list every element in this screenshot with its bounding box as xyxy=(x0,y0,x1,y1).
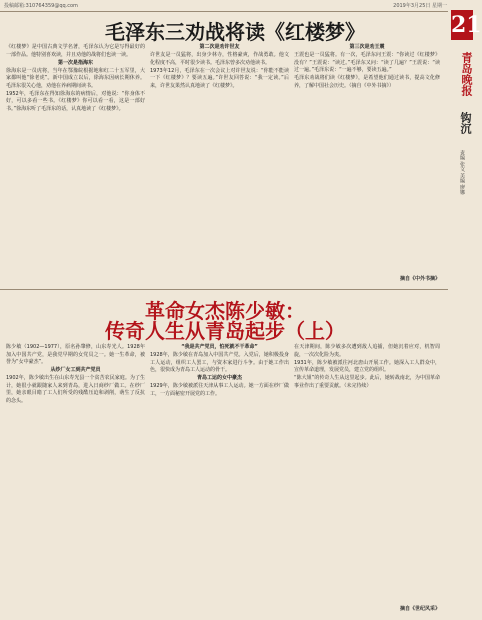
article1-title: 毛泽东三劝战将读《红楼梦》 xyxy=(105,20,365,44)
a2-c2-p2: 1929年，陈少敏被派往天津从事工人运动。她一方面在纱厂做工，一方面秘密开展党的工作。 xyxy=(150,383,289,397)
article2-title-line1: 革命女杰陈少敏： xyxy=(145,299,305,323)
a2-c3-p2: 1931年，陈少敏被派往河北唐山开展工作。她深入工人群众中，宣传革命道理，发展党员，建立党的组织。 xyxy=(294,359,440,373)
a2-c3-p3: “陈大姐”的传奇人生从这里起步。此后，她转战南北，为中国革命事业作出了重要贡献。（未完待续） xyxy=(294,375,440,389)
a1-sub2: 第二次是劝许世友 xyxy=(199,44,240,50)
a1-c1-p3: 1952年，毛泽东在得知徐海东的病情后，对他说：“你身体不好，可以多看一些书。《红楼梦》你可以看一看，这是一部好书。”徐海东听了毛泽东的话，认真地读了《红楼梦》。 xyxy=(6,90,145,112)
article2-col1 xyxy=(6,344,145,614)
a2-sub2: “我是共产党员，怕死就不干革命” xyxy=(181,344,258,350)
a1-sub1: 第一次是指海东 xyxy=(57,59,93,66)
article2-title-line2: 传奇人生从青岛起步（上） xyxy=(105,319,345,343)
mid-rule xyxy=(0,289,448,290)
page-number: 21 xyxy=(451,12,482,38)
a1-sub3: 第三次是劝王震 xyxy=(349,44,385,50)
page-header xyxy=(0,0,475,10)
article2-source: 摘自《世纪风采》 xyxy=(399,606,440,612)
a2-c1-p2: 1902年，陈少敏出生在山东寿光县一个贫苦农民家庭。为了生计，她很小就跟随家人来到青岛，进入日商纱厂做工。在纱厂里，她亲眼目睹了工人们所受的残酷压迫和剥削，萌生了反抗的念头。 xyxy=(6,375,145,404)
a2-sub1: 从纱厂女工到共产党员 xyxy=(50,367,101,373)
a1-c2-p2: 1973年12月，毛泽东在一次会议上对许世友说：“你能不能读一下《红楼梦》？要读五遍。”许世友回答说：“我一定读。”后来，许世友果然认真地读了《红楼梦》。 xyxy=(150,67,289,89)
a1-c3-p1: 王震也是一员猛将。有一次，毛泽东问王震：“你读过《红楼梦》没有？”王震说：“读过。”毛泽东又问：“读了几遍？”王震说：“读过一遍。”毛泽东说：“一遍不够，要读五遍。” xyxy=(294,52,440,73)
article2-col3 xyxy=(294,344,440,606)
article1-col1 xyxy=(6,44,145,284)
a2-c3-p1: 在天津期间，陈少敏多次遭到敌人追捕，但她沉着应对，机智周旋，一次次化险为夷。 xyxy=(294,344,440,358)
header-date: 2019年3月25日 星期一 xyxy=(393,3,447,9)
section-name: 钩沉 xyxy=(459,112,472,134)
a2-c2-p1: 1928年，陈少敏在青岛加入中国共产党。入党后，她积极投身工人运动，组织工人罢工，与资本家进行斗争。由于她工作出色，很快成为青岛工人运动的骨干。 xyxy=(150,352,289,373)
a2-sub3: 青岛工运的女中豪杰 xyxy=(196,375,242,381)
top-rule xyxy=(0,11,448,12)
paper-banner: 青岛晚报 xyxy=(460,52,473,96)
article1-col3 xyxy=(294,44,440,279)
header-email: 投稿邮箱:310764359@qq.com xyxy=(4,3,78,9)
section-rail xyxy=(448,0,482,620)
article1-col2 xyxy=(150,44,289,284)
a2-c1-p1: 陈少敏（1902—1977），原名孙肇修，山东寿光人。1928年加入中国共产党，是我党早期的女党员之一。她一生革命，被誉为“女中豪杰”。 xyxy=(6,344,145,365)
article2-col2 xyxy=(150,344,289,614)
a1-c1-p1: 《红楼梦》是中国古典文学名著，毛泽东认为它是写得最好的一部作品。他特别喜欢读，并且劝他的战将们也读一读。 xyxy=(6,44,145,58)
editor-credits: 责编 张文 美编 廖娜 xyxy=(459,150,465,195)
a1-c3-p2: 毛泽东劝战将们读《红楼梦》，是希望他们通过读书，提高文化修养，了解中国社会历史。（摘自《中外书摘》） xyxy=(294,75,440,89)
a1-c2-p1: 许世友是一员猛将，出身少林寺，性格豪爽，作战勇敢。他文化程度不高，平时很少读书。毛泽东曾多次劝他读书。 xyxy=(150,52,289,66)
article1-source: 摘自《中外书摘》 xyxy=(399,276,440,282)
a1-c1-p2: 徐海东是一员虎将，当年在鄂豫皖根据地和红二十五军里，大家都叫他“徐老虎”。新中国成立以后，徐海东因病长期休养。毛泽东很关心他，劝他在养病期间读书。 xyxy=(6,67,145,89)
